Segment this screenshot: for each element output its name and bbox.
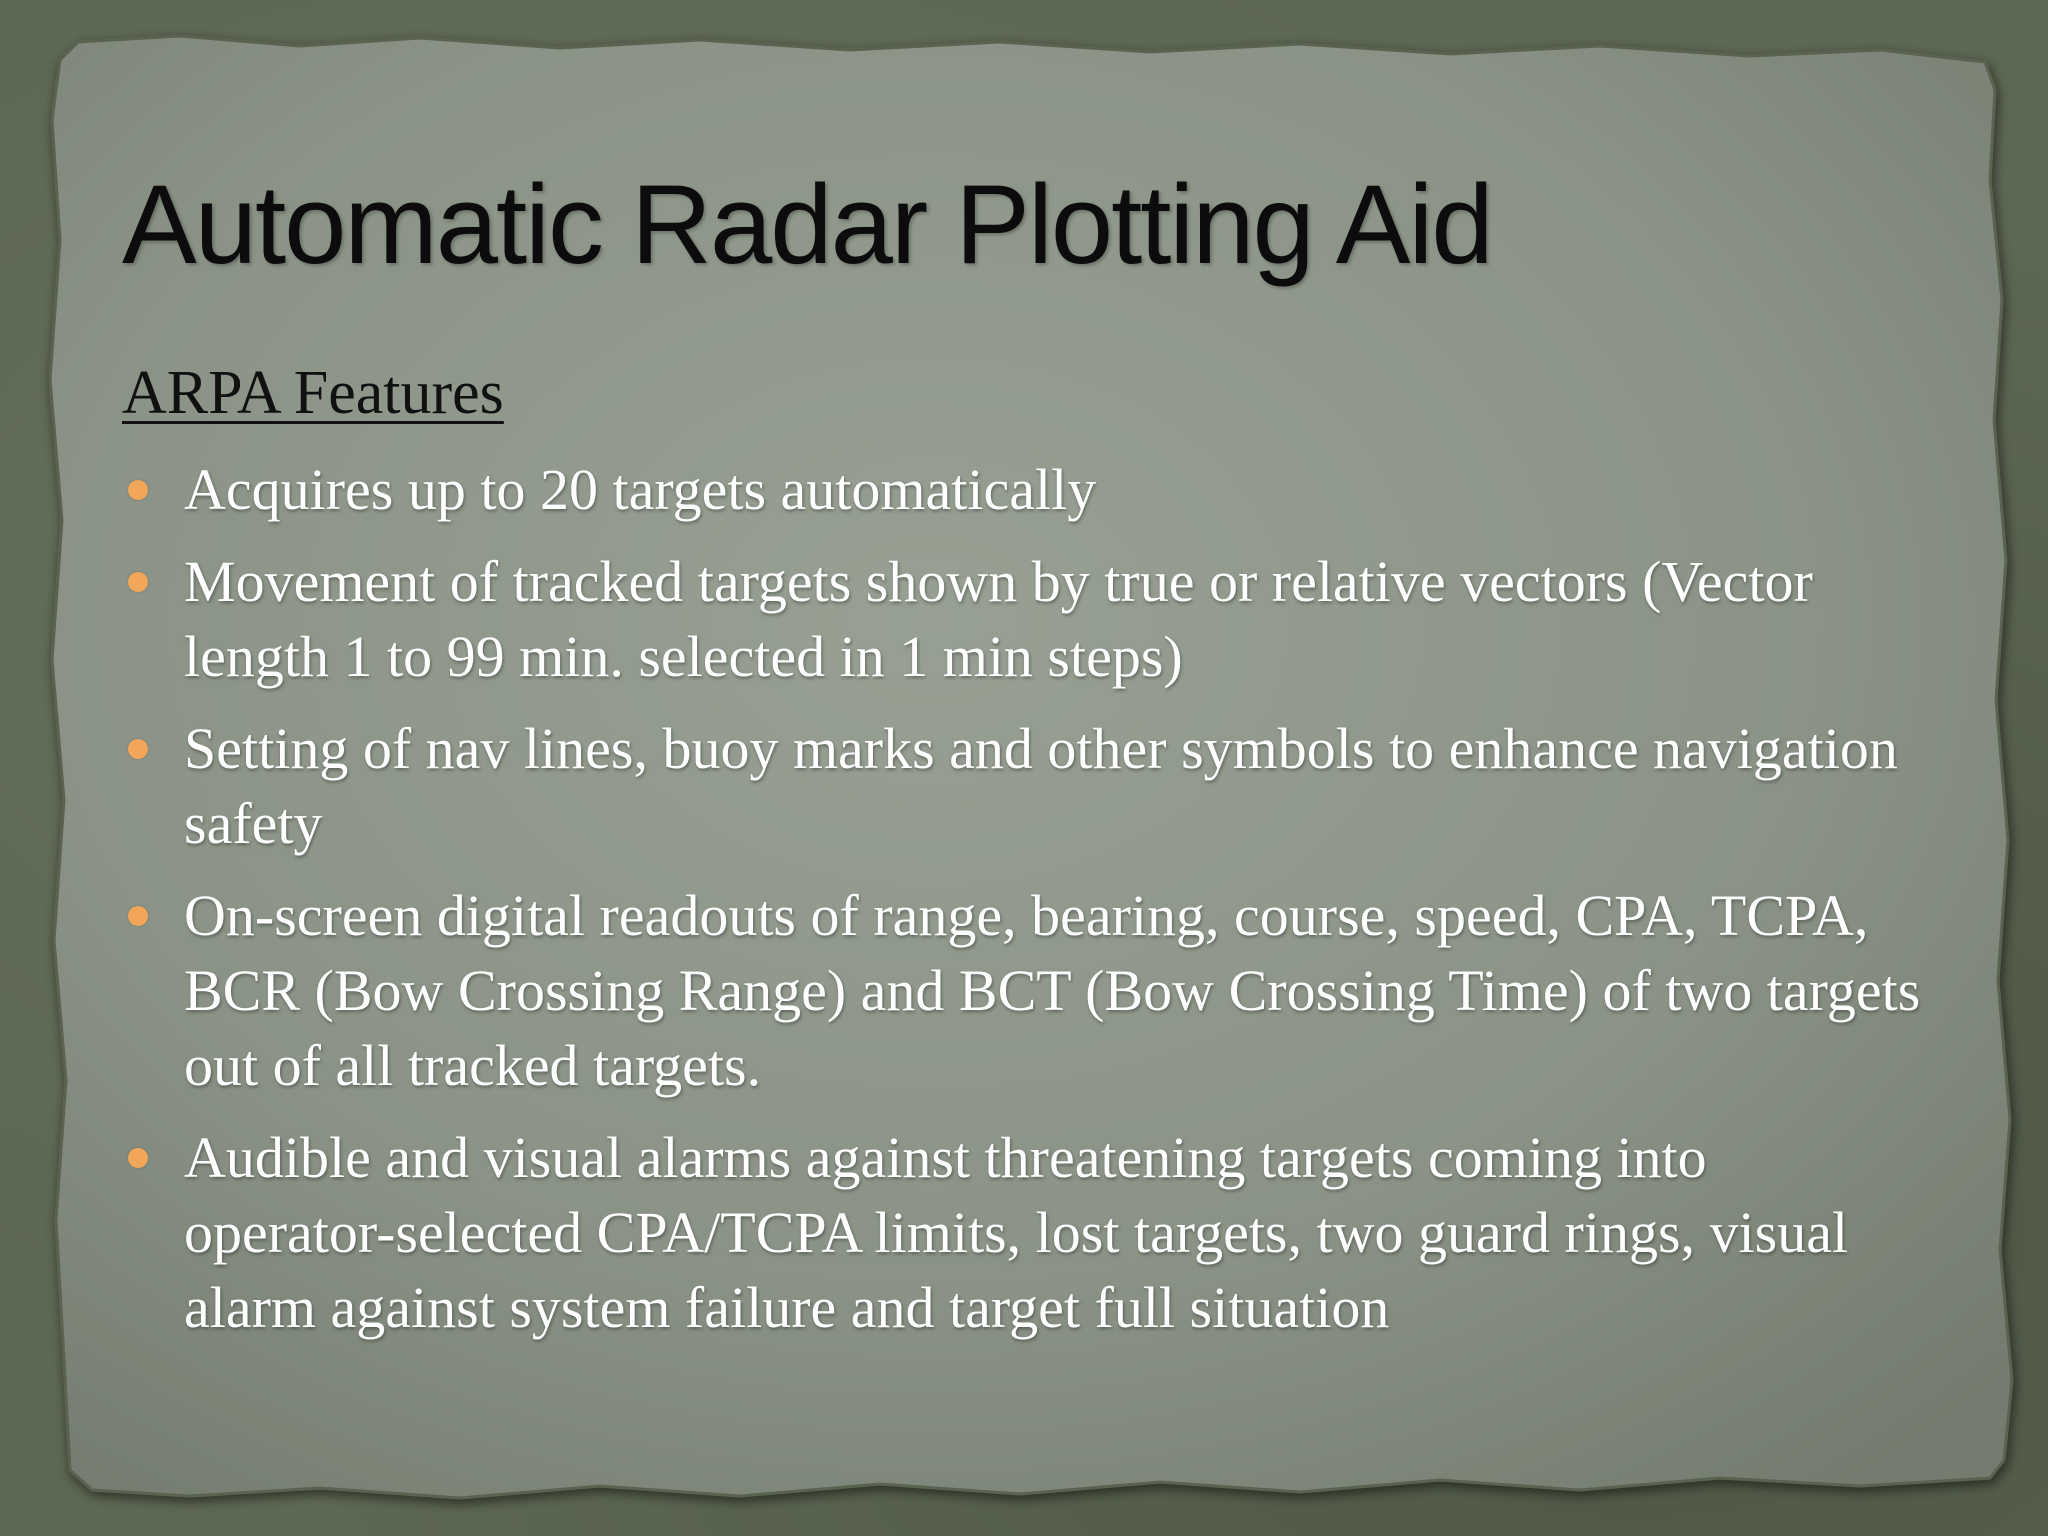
list-item-text: Setting of nav lines, buoy marks and other symbols to enhance navigation safety	[184, 716, 1898, 856]
list-item	[122, 1120, 1922, 1345]
slide-title: Automatic Radar Plotting Aid	[122, 162, 1492, 287]
list-item	[122, 544, 1922, 694]
list-item-text: Audible and visual alarms against threatening targets coming into operator-selected CPA/TCPA limits, lost targets, two guard rings, visual alarm against system failure and target full situation	[184, 1125, 1849, 1340]
feature-list	[122, 452, 1922, 1362]
list-item	[122, 452, 1922, 527]
section-subheading: ARPA Features	[122, 359, 504, 427]
list-item-text: Acquires up to 20 targets automatically	[184, 457, 1097, 522]
bullet-dot-icon	[128, 906, 148, 926]
bullet-dot-icon	[128, 572, 148, 592]
bullet-dot-icon	[128, 480, 148, 500]
bullet-dot-icon	[128, 739, 148, 759]
list-item	[122, 711, 1922, 861]
list-item	[122, 878, 1922, 1103]
list-item-text: On-screen digital readouts of range, bearing, course, speed, CPA, TCPA, BCR (Bow Crossing Range) and BCT (Bow Crossing Time) of two targets out of all tracked targets.	[184, 883, 1921, 1098]
list-item-text: Movement of tracked targets shown by true or relative vectors (Vector length 1 to 99 min. selected in 1 min steps)	[184, 549, 1813, 689]
bullet-dot-icon	[128, 1148, 148, 1168]
